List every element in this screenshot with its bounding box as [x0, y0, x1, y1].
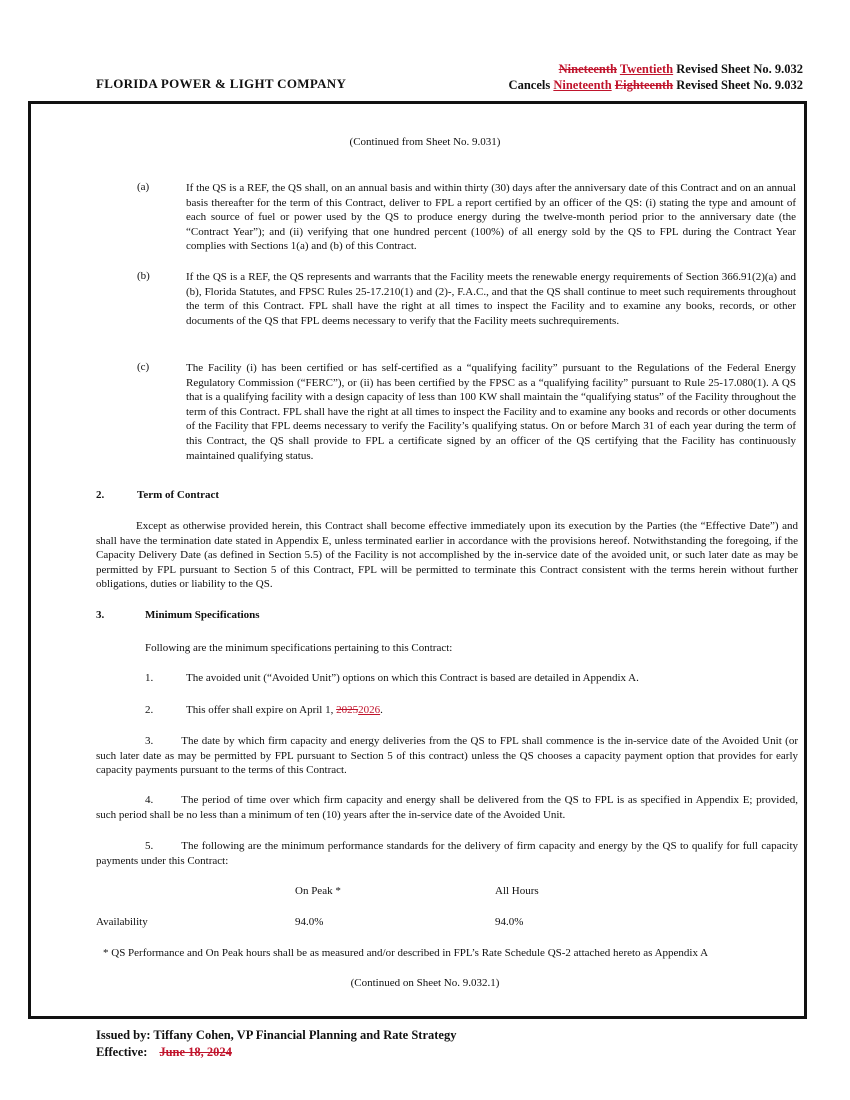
- cancels-inserted-ordinal: Nineteenth: [553, 78, 612, 92]
- effective-label: Effective:: [96, 1045, 148, 1059]
- table-header-on-peak: On Peak *: [295, 885, 341, 897]
- cancels-deleted-ordinal: Eighteenth: [614, 78, 674, 92]
- table-cell-all-hours: 94.0%: [495, 916, 524, 928]
- section-2-title: Term of Contract: [137, 489, 220, 501]
- spec-5-number: 5.: [145, 840, 154, 852]
- section-2-text: Except as otherwise provided herein, this Contract shall become effective immediately upon its execution by the Parties (the “Effective Date”) and shall have the termination date stated in Appendix E, unless terminated earlier in accordance with the provisions hereof. Notwithstanding the foregoing, if the Capacity Delivery Date (as defined in Section 5.5) of the Facility is not accomplished by the in-service date of the avoided unit, or such later date as may be permitted by FPL pursuant to Section 5 of this Contract, FPL will be permitted to terminate this Contract consistent with the terms herein without further obligations, duties or liability to the QS.: [96, 520, 798, 591]
- item-b-text: If the QS is a REF, the QS represents and warrants that the Facility meets the renewable energy requirements of Section 366.91(2)(a) and (b), Florida Statutes, and FPSC Rules 25-17.210(1) and (2)-, F.A.C., and that the QS shall continue to meet such requirements throughout the term of this Contract. FPL shall have the right at all times to inspect the Facility and to examine any books, records, or other documents of the QS that FPL deems necessary to verify that the Facility meets suchrequirements.: [186, 271, 796, 327]
- sheet-number: [559, 62, 803, 77]
- table-row-label-availability: Availability: [96, 916, 148, 928]
- spec-4-number: 4.: [145, 794, 154, 806]
- item-b-label: (b): [137, 270, 150, 282]
- spec-2-deleted-year: 2025: [336, 704, 359, 716]
- spec-1-number: 1.: [145, 672, 154, 684]
- continued-on: (Continued on Sheet No. 9.032.1): [350, 977, 500, 989]
- sheet-deleted-ordinal: Nineteenth: [558, 62, 617, 76]
- spec-5-text: [96, 839, 798, 868]
- section-3-number: 3.: [96, 609, 105, 621]
- cancels-suffix: Revised Sheet No. 9.032: [673, 78, 803, 92]
- section-3-intro: Following are the minimum specifications pertaining to this Contract:: [145, 642, 453, 654]
- cancels-sheet-number: [509, 78, 803, 93]
- sheet-suffix: Revised Sheet No. 9.032: [673, 62, 803, 76]
- item-c-text: The Facility (i) has been certified or has self-certified as a “qualifying facility” pursuant to the Regulations of the Federal Energy Regulatory Commission (“FERC”), or (ii) has been certified by the FPSC as a “qualifying facility” pursuant to Rule 25-17.080(1). A QS that is a qualifying facility with a design capacity of less than 100 KW shall maintain the “qualifying status” of the Facility throughout the term of this Contract. FPL shall have the right at all times to inspect the Facility and to examine any books and records or other documents of the Facility that FPL deems necessary to verify the Facility’s qualifying status. On or before March 31 of each year during the term of this Contract, the QS shall provide to FPL a certificate signed by an officer of the QS certifying that the Facility has continuously maintained qualifying status.: [186, 362, 796, 462]
- spec-3-text: [96, 734, 798, 778]
- footnote: * QS Performance and On Peak hours shall be as measured and/or described in FPL’s Rate Schedule QS-2 attached hereto as Appendix A: [103, 947, 709, 959]
- spec-2-text: [186, 703, 796, 718]
- sheet-inserted-ordinal: Twentieth: [619, 62, 674, 76]
- table-header-all-hours: All Hours: [495, 885, 539, 897]
- spec-2-inserted-year: 2026: [358, 704, 381, 716]
- spec-5-body: The following are the minimum performance standards for the delivery of firm capacity and energy by the QS to qualify for full capacity payments under this Contract:: [96, 840, 798, 867]
- effective-line: [96, 1045, 232, 1060]
- table-cell-on-peak: 94.0%: [295, 916, 324, 928]
- spec-3-body: The date by which firm capacity and energy deliveries from the QS to FPL shall commence is the in-service date of the Avoided Unit (or such later date as may be permitted by FPL pursuant to Section 5 of this contract) unless the QS chooses a capacity payment option that provides for early capacity payments pursuant to the terms of this Contract.: [96, 735, 798, 777]
- item-a-text: If the QS is a REF, the QS shall, on an annual basis and within thirty (30) days after the anniversary date of this Contract and on an annual basis thereafter for the term of this Contract, deliver to FPL a report certified by an officer of the QS: (i) stating the type and amount of each source of fuel or power used by the QS to produce energy during the twelve-month period prior to the anniversary date (the “Contract Year”); and (ii) verifying that one hundred percent (100%) of all energy sold by the QS to FPL during the Contract Year complies with Sections 1(a) and (b) of this Contract.: [186, 182, 796, 253]
- issued-by: Issued by: Tiffany Cohen, VP Financial Planning and Rate Strategy: [96, 1028, 457, 1042]
- continued-from: (Continued from Sheet No. 9.031): [349, 136, 501, 148]
- spec-2-prefix: This offer shall expire on April 1,: [186, 704, 337, 716]
- spec-4-body: The period of time over which firm capacity and energy shall be delivered from the QS to FPL is as specified in Appendix E; provided, such period shall be no less than a minimum of ten (10) years after the in-service date of the Avoided Unit.: [96, 794, 798, 821]
- company-name: FLORIDA POWER & LIGHT COMPANY: [96, 76, 347, 91]
- item-c-label: (c): [137, 361, 150, 373]
- item-a-label: (a): [137, 181, 150, 193]
- spec-3-number: 3.: [145, 735, 154, 747]
- section-2-number: 2.: [96, 489, 105, 501]
- cancels-prefix: Cancels: [508, 78, 554, 92]
- section-3-title: Minimum Specifications: [145, 609, 260, 621]
- spec-2-number: 2.: [145, 704, 154, 716]
- spec-4-text: [96, 793, 798, 822]
- spec-1-text: The avoided unit (“Avoided Unit”) options on which this Contract is based are detailed in Appendix A.: [186, 672, 639, 684]
- effective-deleted-date: June 18, 2024: [159, 1045, 232, 1059]
- spec-2-suffix: .: [380, 704, 383, 716]
